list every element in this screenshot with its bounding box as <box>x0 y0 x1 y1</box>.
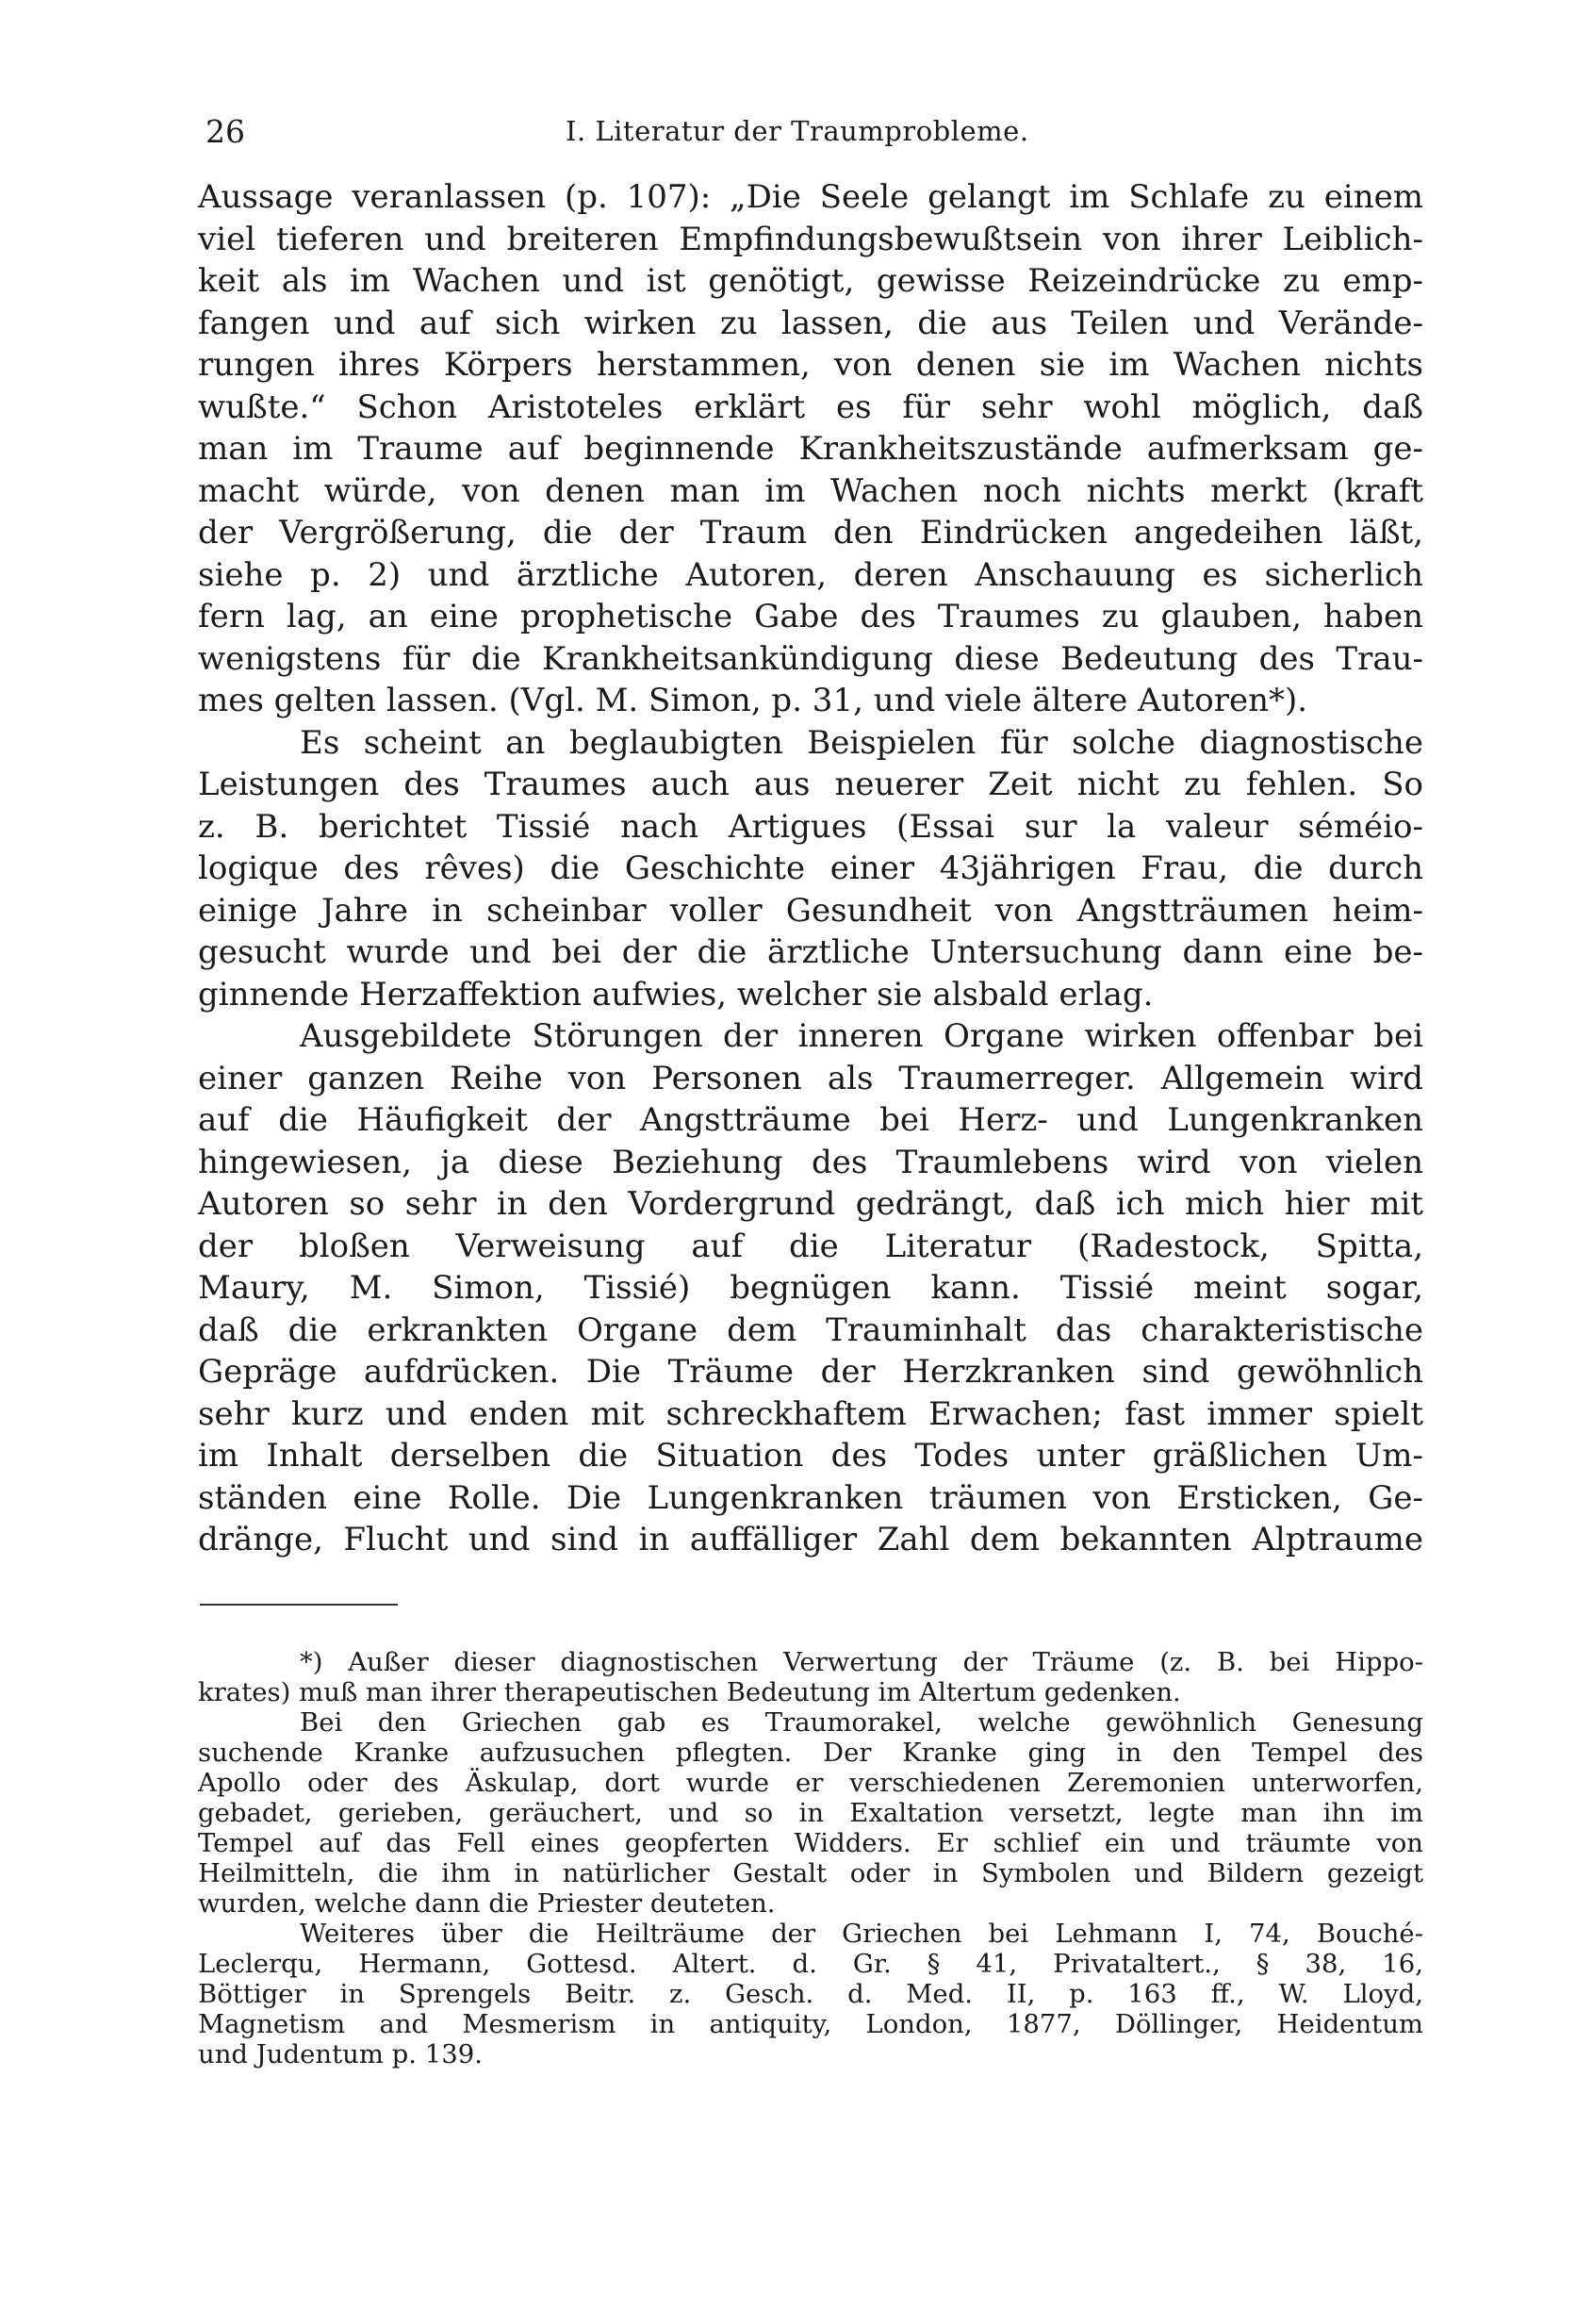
body-text-line: Es scheint an beglaubigten Beispielen für solche diagnostische <box>300 723 1423 762</box>
page-number: 26 <box>205 113 245 150</box>
footnote-line: gebadet, gerieben, geräuchert, und so in Exaltation versetzt, legte man ihn im <box>198 1797 1423 1828</box>
body-text-line: Leistungen des Traumes auch aus neuerer Zeit nicht zu fehlen. So <box>198 766 1423 803</box>
footnote-line: Apollo oder des Äskulap, dort wurde er verschiedenen Zeremonien unterworfen, <box>198 1767 1423 1798</box>
body-text-line: fern lag, an eine prophetische Gabe des Traumes zu glauben, haben <box>198 598 1423 635</box>
body-text-line: Aussage veranlassen (p. 107): „Die Seele gelangt im Schlafe zu einem <box>198 178 1423 216</box>
body-text-line: z. B. berichtet Tissié nach Artigues (Essai sur la valeur séméio- <box>198 807 1423 846</box>
body-text-line: gesucht wurde und bei der die ärztliche Untersuchung dann eine be- <box>198 933 1423 971</box>
body-text-line: einige Jahre in scheinbar voller Gesundheit von Angstträumen heim- <box>198 891 1423 930</box>
footnote-line: krates) muß man ihrer therapeutischen Bedeutung im Altertum gedenken. <box>198 1676 1181 1707</box>
body-text-line: viel tieferen und breiteren Empfindungsbewußtsein von ihrer Leiblich- <box>198 220 1423 258</box>
footnote-line: Böttiger in Sprengels Beitr. z. Gesch. d. Med. II, p. 163 ff., W. Lloyd, <box>198 1978 1423 2009</box>
body-text-line: man im Traume auf beginnende Krankheitszustände aufmerksam ge- <box>198 430 1423 468</box>
footnote-line: *) Außer dieser diagnostischen Verwertung der Träume (z. B. bei Hippo- <box>300 1646 1423 1677</box>
body-text-line: ständen eine Rolle. Die Lungenkranken träumen von Ersticken, Ge- <box>198 1478 1423 1517</box>
body-text-line: der Vergrößerung, die der Traum den Eindrücken angedeihen läßt, <box>198 514 1423 552</box>
body-text-line: hingewiesen, ja diese Beziehung des Traumlebens wird von vielen <box>198 1143 1423 1181</box>
footnote-line: wurden, welche dann die Priester deuteten. <box>198 1887 776 1919</box>
book-page <box>198 104 1423 2069</box>
body-text-line: mes gelten lassen. (Vgl. M. Simon, p. 31, und viele ältere Autoren*). <box>198 682 1308 719</box>
body-text-line: der bloßen Verweisung auf die Literatur (Radestock, Spitta, <box>198 1227 1423 1265</box>
body-text-line: fangen und auf sich wirken zu lassen, die aus Teilen und Verände- <box>198 304 1423 342</box>
body-text-line: keit als im Wachen und ist genötigt, gewisse Reizeindrücke zu emp- <box>198 262 1423 300</box>
footnote-line: Magnetism and Mesmerism in antiquity, London, 1877, Döllinger, Heidentum <box>198 2008 1423 2039</box>
body-text-line: Autoren so sehr in den Vordergrund gedrängt, daß ich mich hier mit <box>198 1185 1423 1223</box>
body-text-line: ginnende Herzaffektion aufwies, welcher sie alsbald erlag. <box>198 975 1154 1014</box>
body-text-line: wenigstens für die Krankheitsankündigung diese Bedeutung des Trau- <box>198 639 1423 678</box>
footnote-line: Bei den Griechen gab es Traumorakel, welche gewöhnlich Genesung <box>300 1706 1423 1738</box>
body-text-line: im Inhalt derselben die Situation des Todes unter gräßlichen Um- <box>198 1437 1423 1475</box>
footnote-line: suchende Kranke aufzusuchen pflegten. Der Kranke ging in den Tempel des <box>198 1737 1423 1768</box>
body-text-line: dränge, Flucht und sind in auffälliger Zahl dem bekannten Alptraume <box>198 1521 1423 1558</box>
body-text-line: Gepräge aufdrücken. Die Träume der Herzkranken sind gewöhnlich <box>198 1353 1423 1391</box>
body-text-line: logique des rêves) die Geschichte einer 43jährigen Frau, die durch <box>198 849 1423 887</box>
chapter-title: I. Literatur der Traumprobleme. <box>566 115 1029 147</box>
footnotes <box>198 1647 1423 2069</box>
body-text-line: einer ganzen Reihe von Personen als Traumerreger. Allgemein wird <box>198 1059 1423 1097</box>
footnote-line: und Judentum p. 139. <box>198 2038 483 2069</box>
running-head <box>198 104 1423 160</box>
body-text-line: Maury, M. Simon, Tissié) begnügen kann. Tissié meint sogar, <box>198 1269 1423 1307</box>
footnote-line: Weiteres über die Heilträume der Griechen bei Lehmann I, 74, Bouché- <box>300 1918 1423 1949</box>
footnote-line: Tempel auf das Fell eines geopferten Widders. Er schlief ein und träumte von <box>198 1827 1423 1858</box>
footnote-divider <box>200 1604 398 1606</box>
body-text-line: Ausgebildete Störungen der inneren Organe wirken offenbar bei <box>300 1017 1423 1055</box>
body-text-line: daß die erkrankten Organe dem Trauminhalt das charakteristische <box>198 1310 1423 1349</box>
body-text-line: sehr kurz und enden mit schreckhaftem Erwachen; fast immer spielt <box>198 1394 1423 1433</box>
body-text-line: macht würde, von denen man im Wachen noch nichts merkt (kraft <box>198 471 1423 510</box>
body-text-line: siehe p. 2) und ärztliche Autoren, deren Anschauung es sicherlich <box>198 555 1423 594</box>
body-text-line: rungen ihres Körpers herstammen, von denen sie im Wachen nichts <box>198 346 1423 384</box>
body-text-line: auf die Häufigkeit der Angstträume bei Herz- und Lungenkranken <box>198 1101 1423 1139</box>
footnote-line: Leclerqu, Hermann, Gottesd. Altert. d. Gr. § 41, Privataltert., § 38, 16, <box>198 1948 1423 1979</box>
body-text-line: wußte.“ Schon Aristoteles erklärt es für sehr wohl möglich, daß <box>198 387 1423 426</box>
footnote-line: Heilmitteln, die ihm in natürlicher Gestalt oder in Symbolen und Bildern gezeigt <box>198 1857 1423 1888</box>
main-text <box>198 176 1423 1561</box>
